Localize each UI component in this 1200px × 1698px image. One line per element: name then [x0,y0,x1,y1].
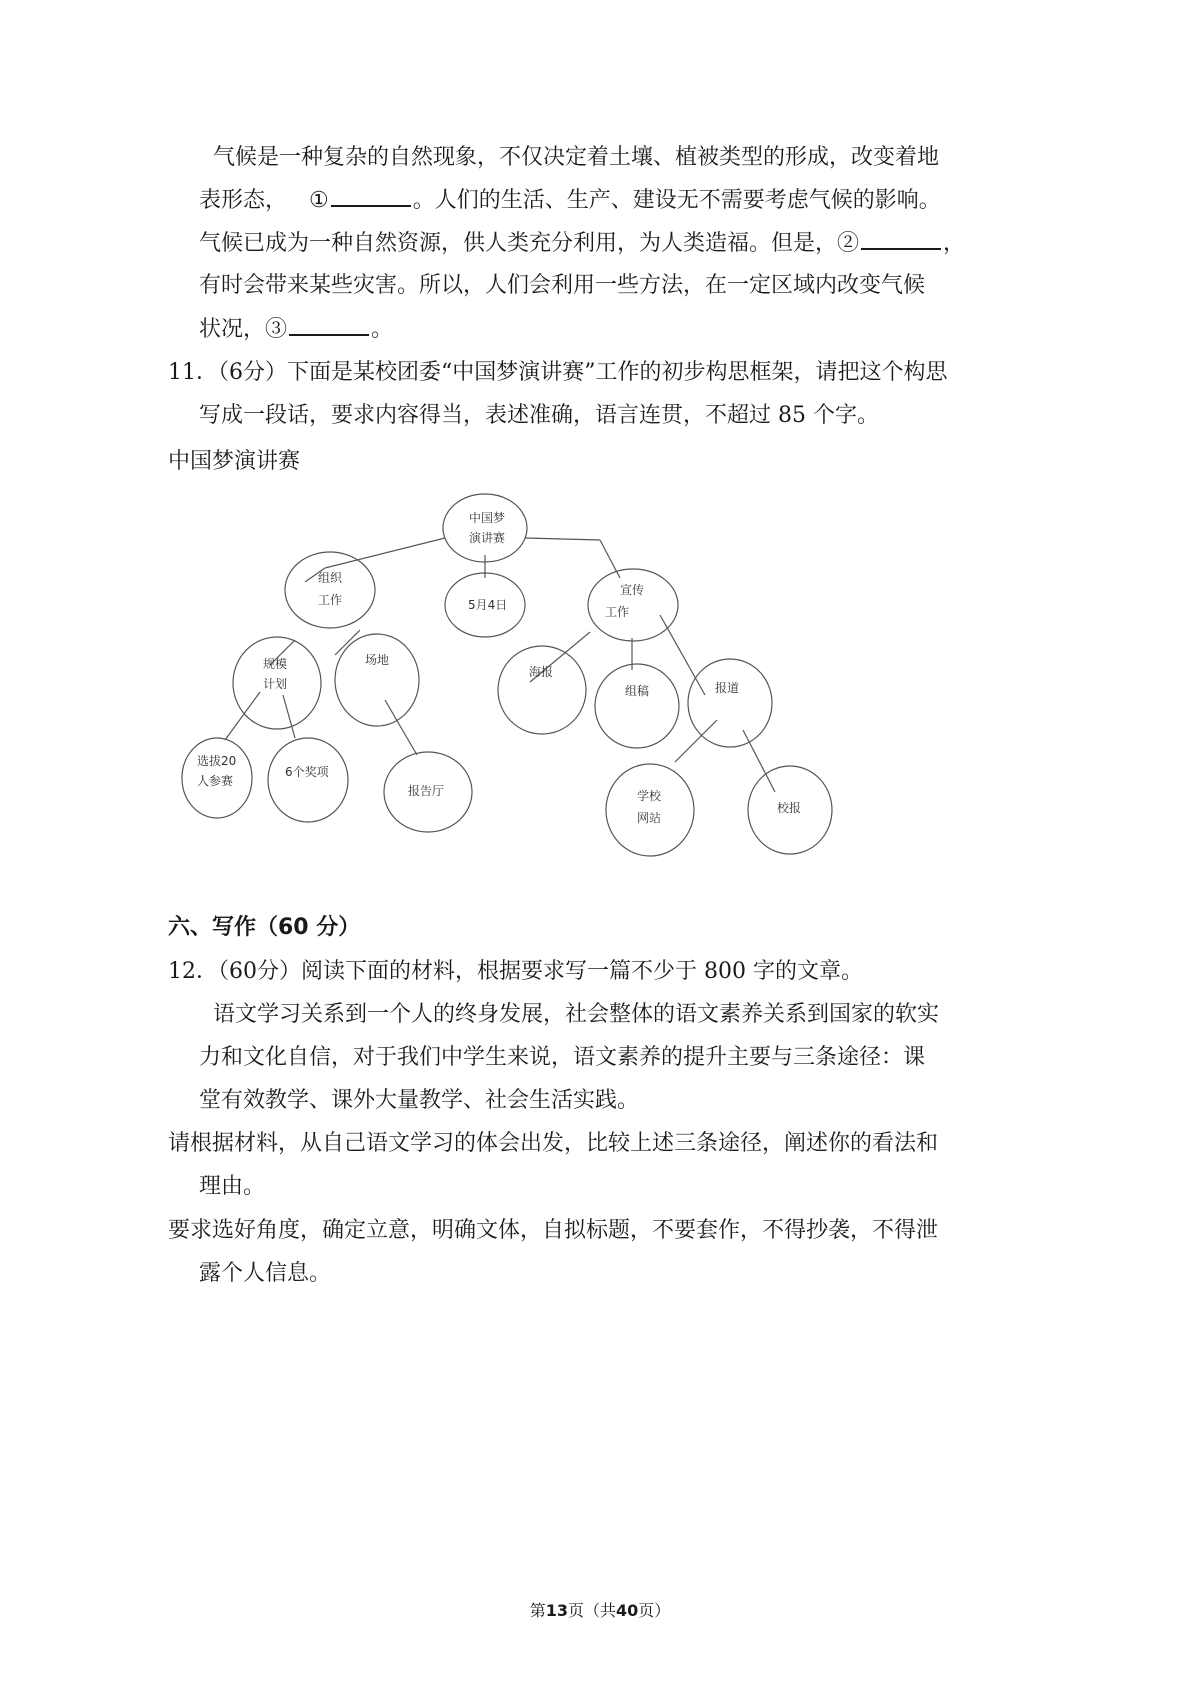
connector-line [600,540,620,578]
blank-marker-2: ② [837,231,860,256]
passage-line-4: 有时会带来某些灾害。所以，人们会利用一些方法，在一定区域内改变气候 [199,273,926,298]
connector-line [335,630,360,655]
connector-line [385,700,417,755]
node-label: 计划 [263,677,288,691]
node-label: 场地 [365,653,390,667]
node-label: 选拔20 [197,754,237,768]
passage-line-3 [199,228,965,259]
node-label: 校报 [777,801,802,815]
passage-line-2 [199,185,941,216]
blank-marker-3: ③ [265,317,288,342]
node-label: 海报 [529,665,554,679]
node-label: 工作 [605,605,630,619]
node-label: 学校 [637,789,662,803]
requirement-line-1: 请根据材料，从自己语文学习的体会出发，比较上述三条途径，阐述你的看法和 [168,1131,939,1156]
blank-1 [331,185,411,207]
connector-line [525,538,600,540]
node-label: 报道 [715,681,740,695]
blank-3 [289,314,369,336]
passage-text: 。人们的生活、生产、建设无不需要考虑气候的影响。 [412,188,941,213]
passage-line-1: 气候是一种复杂的自然现象，不仅决定着土壤、植被类型的形成，改变着地 [213,145,940,170]
q12-line-1: 12．（60分）阅读下面的材料，根据要求写一篇不少于 800 字的文章。 [168,959,863,984]
q11-line-1: 11．（6分）下面是某校团委“中国梦演讲赛”工作的初步构思框架，请把这个构思 [168,360,948,385]
requirement-line-2: 理由。 [199,1174,266,1199]
node-label: 规模 [263,657,288,671]
diagram-title: 中国梦演讲赛 [168,449,301,474]
node-label: 报告厅 [408,784,445,798]
blank-marker-1: ① [309,188,329,213]
node-label: 组织 [318,571,343,585]
page-number: 13 [545,1601,568,1620]
node-poster [498,646,586,734]
requirement-line-3: 要求选好角度，确定立意，明确文体，自拟标题，不要套作，不得抄袭，不得泄 [168,1218,939,1243]
footer-text: 页） [638,1601,671,1620]
material-line-1: 语文学习关系到一个人的终身发展，社会整体的语文素养关系到国家的软实 [213,1002,940,1027]
node-root [443,494,527,562]
node-label: 5月4日 [468,598,508,612]
node-draft [595,664,679,748]
node-org [285,552,375,628]
node-label: 中国梦 [469,511,506,525]
requirement-line-4: 露个人信息。 [199,1261,332,1286]
passage-text: 表形态， [199,188,288,213]
blank-2 [861,228,941,250]
connector-line [283,695,295,738]
material-line-2: 力和文化自信，对于我们中学生来说，语文素养的提升主要与三条途径：课 [199,1045,926,1070]
connector-line [660,615,705,695]
passage-text: 状况， [199,317,266,342]
node-label: 6个奖项 [285,765,329,779]
section-heading: 六、写作（60 分） [168,915,361,940]
connector-line [675,720,717,762]
node-awards [268,738,348,822]
footer-text: 第 [529,1601,546,1620]
total-pages: 40 [616,1601,639,1620]
page-footer [0,1598,1200,1621]
node-pub [588,569,678,641]
node-label: 工作 [318,593,343,607]
passage-text: ， [943,231,966,256]
concept-diagram [185,511,845,870]
passage-line-5 [199,314,393,345]
node-label: 宣传 [620,583,645,597]
q11-line-2: 写成一段话，要求内容得当，表述准确，语言连贯，不超过 85 个字。 [199,403,879,428]
node-label: 网站 [637,811,662,825]
node-venue [335,634,419,726]
material-line-3: 堂有效教学、课外大量教学、社会生活实践。 [199,1088,640,1113]
node-label: 人参赛 [197,774,234,788]
node-website [606,764,694,856]
node-label: 演讲赛 [469,531,506,545]
connector-line [743,730,775,792]
node-report [688,659,772,747]
passage-text: 。 [371,317,394,342]
node-label: 组稿 [625,684,650,698]
footer-text: 页（共 [567,1601,616,1620]
passage-text: 气候已成为一种自然资源，供人类充分利用，为人类造福。但是， [199,231,838,256]
connector-line [225,692,260,740]
